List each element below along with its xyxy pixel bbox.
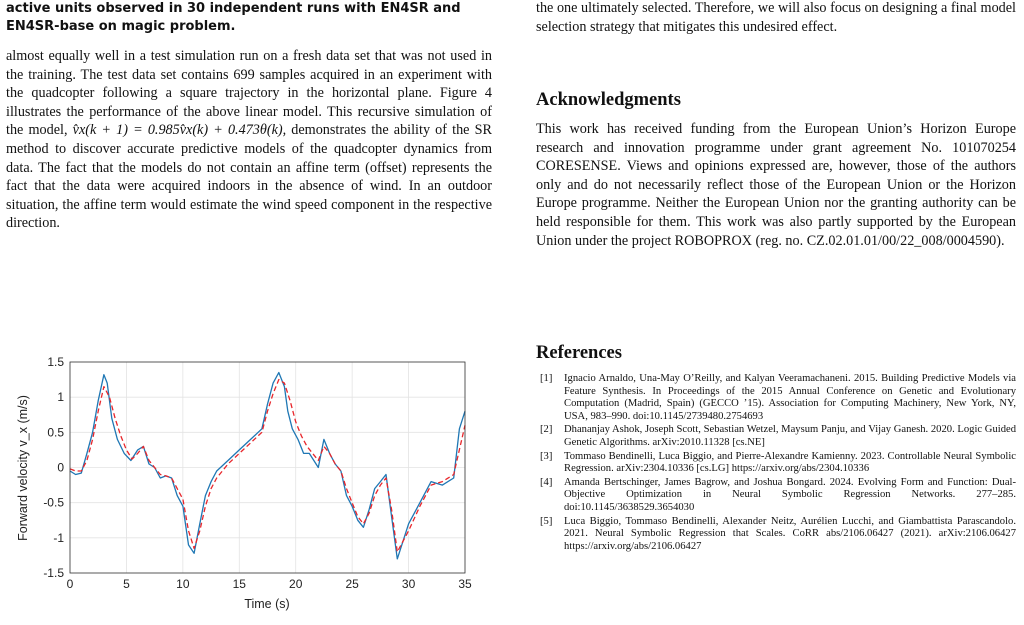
x-axis-label: Time (s) xyxy=(244,597,290,611)
caption-line-1: active units observed in 30 independent runs with EN4SR and xyxy=(6,1,461,16)
y-tick-label: 1 xyxy=(57,390,64,405)
series-line-measured xyxy=(70,373,465,559)
y-tick-label: 0 xyxy=(57,460,64,475)
acknowledgments-paragraph: This work has received funding from the European Union’s Horizon Europe research and innovation programme under grant agreement No. 101070254 CORESENSE. Views and opinions expressed are, however, those of the authors only and do not necessarily reflect those of the European Union or the Horizon Europe programme. Neither the European Union nor the granting authority can be held responsible for them. This work was also partly supported by the European Union under the project ROBOPROX (reg. no. CZ.02.01.01/00/22_008/0004590). xyxy=(536,121,1016,249)
reference-item xyxy=(536,451,1016,476)
reference-text: Tommaso Bendinelli, Luca Biggio, and Pierre-Alexandre Kamienny. 2023. Controllable Neural Symbolic Regression. arXiv:2304.10336 [cs.LG] https://arxiv.org/abs/2304.10336 xyxy=(564,450,1016,475)
reference-item xyxy=(536,477,1016,515)
velocity-chart xyxy=(0,350,510,625)
reference-number: [1] xyxy=(540,373,553,384)
intro-paragraph: the one ultimately selected. Therefore, we will also focus on designing a final model selection strategy that mitigates this undesired effect. xyxy=(536,0,1016,35)
x-tick-label: 5 xyxy=(123,577,130,591)
body-paragraph xyxy=(6,47,492,233)
reference-text: Amanda Bertschinger, James Bagrow, and Joshua Bongard. 2024. Evolving Form and Function: Dual-Objective Optimization in Neural Symbolic Regression Networks. 277–285. doi:10.1145/3638529.3654030 xyxy=(564,476,1016,513)
reference-item xyxy=(536,424,1016,449)
y-axis-ticks xyxy=(43,355,64,580)
y-tick-label: -1 xyxy=(53,530,64,545)
x-tick-label: 20 xyxy=(289,577,303,591)
y-axis-label: Forward velocity v_x (m/s) xyxy=(16,395,30,541)
reference-number: [5] xyxy=(540,515,553,527)
reference-number: [2] xyxy=(540,424,553,436)
paragraph-pre: almost equally well in a test simulation run on a fresh data set that was not used in the training. The test data set contains 699 samples acquired in an experiment with the quadcopter following a square trajectory in the horizontal plane. Figure 4 illustrates the performance of the above linear model. This recursive simulation of the model, xyxy=(6,48,492,139)
model-equation: v̂x(k + 1) = 0.985v̂x(k) + 0.473θ(k), xyxy=(72,122,287,139)
paragraph-post: demonstrates the ability of the SR method to discover accurate predictive models of the quadcopter dynamics from data. The fact that the models do not contain an affine term (offset) represents the fact that the data were acquired indoors in the absence of wind. In an outdoor situation, the affine term would estimate the wind speed component in the respective direction. xyxy=(6,122,492,232)
x-tick-label: 15 xyxy=(232,577,246,591)
reference-text: Dhananjay Ashok, Joseph Scott, Sebastian Wetzel, Maysum Panju, and Vijay Ganesh. 2020. Logic Guided Genetic Algorithms. arXiv:2010.11328 [cs.NE] xyxy=(564,424,1016,448)
reference-number: [3] xyxy=(540,450,553,462)
x-tick-label: 10 xyxy=(176,577,190,591)
reference-item xyxy=(536,373,1016,423)
caption-line-2: EN4SR-base on magic problem. xyxy=(6,19,236,34)
x-tick-label: 35 xyxy=(458,577,472,591)
y-tick-label: 0.5 xyxy=(47,425,64,440)
y-tick-label: -1.5 xyxy=(43,566,64,580)
x-tick-label: 0 xyxy=(66,577,74,591)
chart-series xyxy=(70,373,465,559)
reference-number: [4] xyxy=(540,476,553,488)
x-tick-label: 25 xyxy=(345,577,359,591)
x-tick-label: 30 xyxy=(401,577,416,591)
reference-item xyxy=(536,516,1016,554)
reference-text: Ignacio Arnaldo, Una-May O’Reilly, and Kalyan Veeramachaneni. 2015. Building Predictive Models via Feature Synthesis. In Proceedings of the 2015 Annual Conference on Genetic and Evolutionary Computation (Madrid, Spain) (GECCO ’15). Association for Computing Machinery, New York, NY, USA, 983–990. doi:10.1145/2739480.2754693 xyxy=(564,373,1016,422)
reference-list xyxy=(536,373,1016,554)
references-heading: References xyxy=(536,343,622,363)
y-tick-label: -0.5 xyxy=(43,495,64,510)
y-tick-label: 1.5 xyxy=(47,355,64,369)
reference-text: Luca Biggio, Tommaso Bendinelli, Alexander Neitz, Aurélien Lucchi, and Giambattista Parascandolo. 2021. Neural Symbolic Regression that Scales. CoRR abs/2106.06427 (2021). arXiv:2106.06427 https://arxiv.org/abs/2106.06427 xyxy=(564,515,1016,552)
x-axis-ticks xyxy=(67,577,472,591)
acknowledgments-heading: Acknowledgments xyxy=(536,90,681,110)
chart-grid xyxy=(70,362,465,573)
figure-caption xyxy=(6,0,494,36)
